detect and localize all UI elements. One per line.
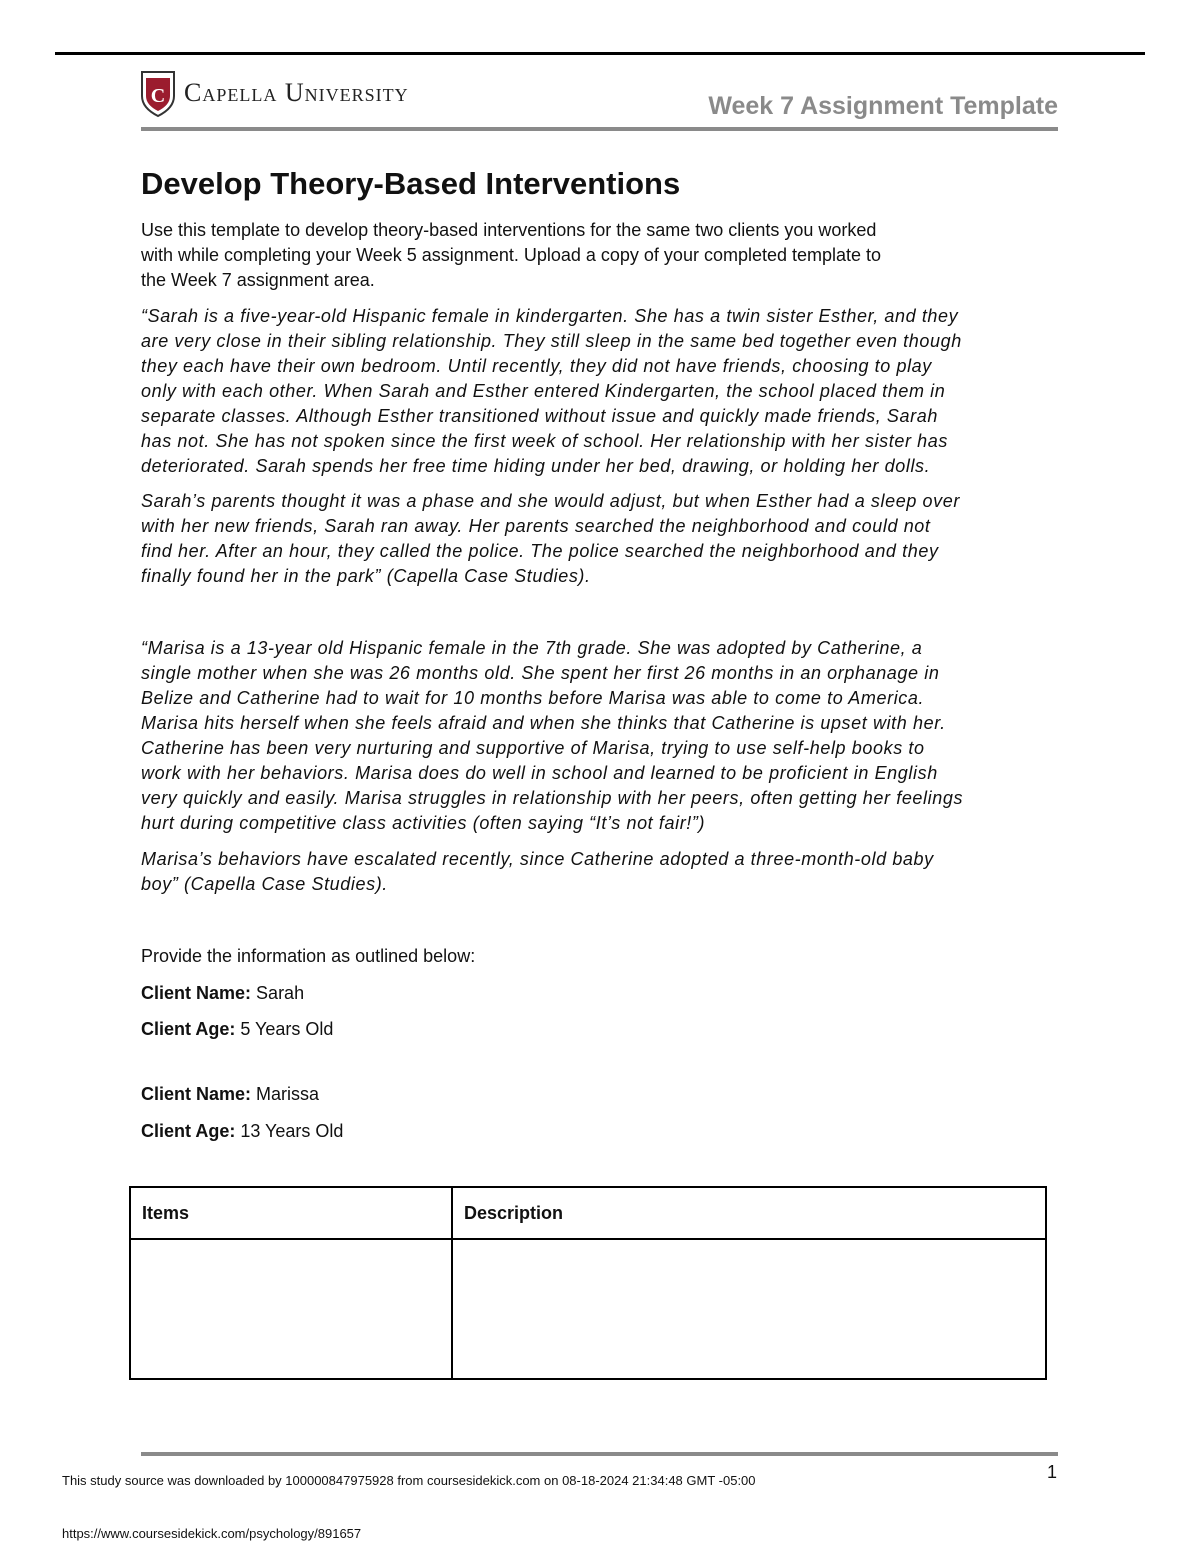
capella-logo bbox=[140, 68, 409, 118]
text-line: Use this template to develop theory-based interventions for the same two clients you worked bbox=[141, 220, 877, 240]
text-line: “Marisa is a 13-year old Hispanic female in the 7th grade. She was adopted by Catherine, a bbox=[141, 638, 923, 658]
logo-text: Capella University bbox=[184, 78, 409, 107]
table-header-row bbox=[130, 1187, 1046, 1239]
document-label: Week 7 Assignment Template bbox=[708, 92, 1058, 120]
sarah-case-paragraph-2 bbox=[141, 489, 960, 589]
text-line: “Sarah is a five-year-old Hispanic female in kindergarten. She has a twin sister Esther, and they bbox=[141, 306, 959, 326]
description-cell[interactable] bbox=[452, 1239, 1046, 1379]
footer-rule bbox=[141, 1452, 1058, 1456]
svg-text:C: C bbox=[150, 85, 166, 107]
client-2-name bbox=[141, 1084, 319, 1105]
value: 13 Years Old bbox=[240, 1121, 344, 1141]
items-cell[interactable] bbox=[130, 1239, 452, 1379]
text-line: separate classes. Although Esther transitioned without issue and quickly made friends, Sarah bbox=[141, 406, 938, 426]
table-row bbox=[130, 1239, 1046, 1379]
top-rule bbox=[55, 52, 1145, 55]
text-line: deteriorated. Sarah spends her free time hiding under her bed, drawing, or holding her dolls. bbox=[141, 456, 931, 476]
value: 5 Years Old bbox=[240, 1019, 334, 1039]
header-rule bbox=[141, 127, 1058, 131]
text-line: only with each other. When Sarah and Esther entered Kindergarten, the school placed them in bbox=[141, 381, 946, 401]
text-line: with while completing your Week 5 assignment. Upload a copy of your completed template to bbox=[141, 245, 882, 265]
page-title: Develop Theory-Based Interventions bbox=[141, 166, 681, 201]
sarah-case-paragraph-1 bbox=[141, 304, 962, 479]
shield-icon bbox=[140, 68, 176, 118]
text-line: very quickly and easily. Marisa struggles in relationship with her peers, often getting her feelings bbox=[141, 788, 964, 808]
client-1-age bbox=[141, 1019, 333, 1040]
text-line: has not. She has not spoken since the first week of school. Her relationship with her sister has bbox=[141, 431, 948, 451]
interventions-table bbox=[129, 1186, 1047, 1380]
label: Client Name: bbox=[141, 983, 252, 1003]
header-items: Items bbox=[130, 1187, 452, 1239]
intro-paragraph bbox=[141, 218, 881, 293]
text-line: Catherine has been very nurturing and supportive of Marisa, trying to use self-help books to bbox=[141, 738, 925, 758]
value: Sarah bbox=[256, 983, 305, 1003]
label: Client Name: bbox=[141, 1084, 252, 1104]
text-line: single mother when she was 26 months old. She spent her first 26 months in an orphanage in bbox=[141, 663, 940, 683]
client-1-name bbox=[141, 983, 304, 1004]
text-line: hurt during competitive class activities (often saying “It’s not fair!”) bbox=[141, 813, 706, 833]
marisa-case-paragraph-1 bbox=[141, 636, 963, 836]
text-line: work with her behaviors. Marisa does do well in school and learned to be proficient in English bbox=[141, 763, 938, 783]
label: Client Age: bbox=[141, 1019, 236, 1039]
label: Client Age: bbox=[141, 1121, 236, 1141]
marisa-case-paragraph-2 bbox=[141, 847, 934, 897]
text-line: Marisa’s behaviors have escalated recently, since Catherine adopted a three-month-old baby bbox=[141, 849, 934, 869]
text-line: the Week 7 assignment area. bbox=[141, 270, 375, 290]
text-line: they each have their own bedroom. Until recently, they did not have friends, choosing to play bbox=[141, 356, 932, 376]
header-description: Description bbox=[452, 1187, 1046, 1239]
text-line: Belize and Catherine had to wait for 10 months before Marisa was able to come to America. bbox=[141, 688, 925, 708]
text-line: finally found her in the park” (Capella Case Studies). bbox=[141, 566, 591, 586]
text-line: with her new friends, Sarah ran away. Her parents searched the neighborhood and could not bbox=[141, 516, 931, 536]
source-url[interactable]: https://www.coursesidekick.com/psychology/891657 bbox=[62, 1526, 362, 1541]
text-line: find her. After an hour, they called the police. The police searched the neighborhood and they bbox=[141, 541, 939, 561]
value: Marissa bbox=[256, 1084, 320, 1104]
text-line: boy” (Capella Case Studies). bbox=[141, 874, 388, 894]
download-note: This study source was downloaded by 100000847975928 from coursesidekick.com on 08-18-2024 21:34:48 GMT -05:00 bbox=[62, 1473, 756, 1488]
instructions: Provide the information as outlined below: bbox=[141, 946, 476, 966]
page-number: 1 bbox=[1047, 1462, 1058, 1482]
client-2-age bbox=[141, 1121, 343, 1142]
text-line: are very close in their sibling relationship. They still sleep in the same bed together even though bbox=[141, 331, 962, 351]
text-line: Sarah’s parents thought it was a phase and she would adjust, but when Esther had a sleep over bbox=[141, 491, 960, 511]
text-line: Marisa hits herself when she feels afraid and when she thinks that Catherine is upset with her. bbox=[141, 713, 946, 733]
